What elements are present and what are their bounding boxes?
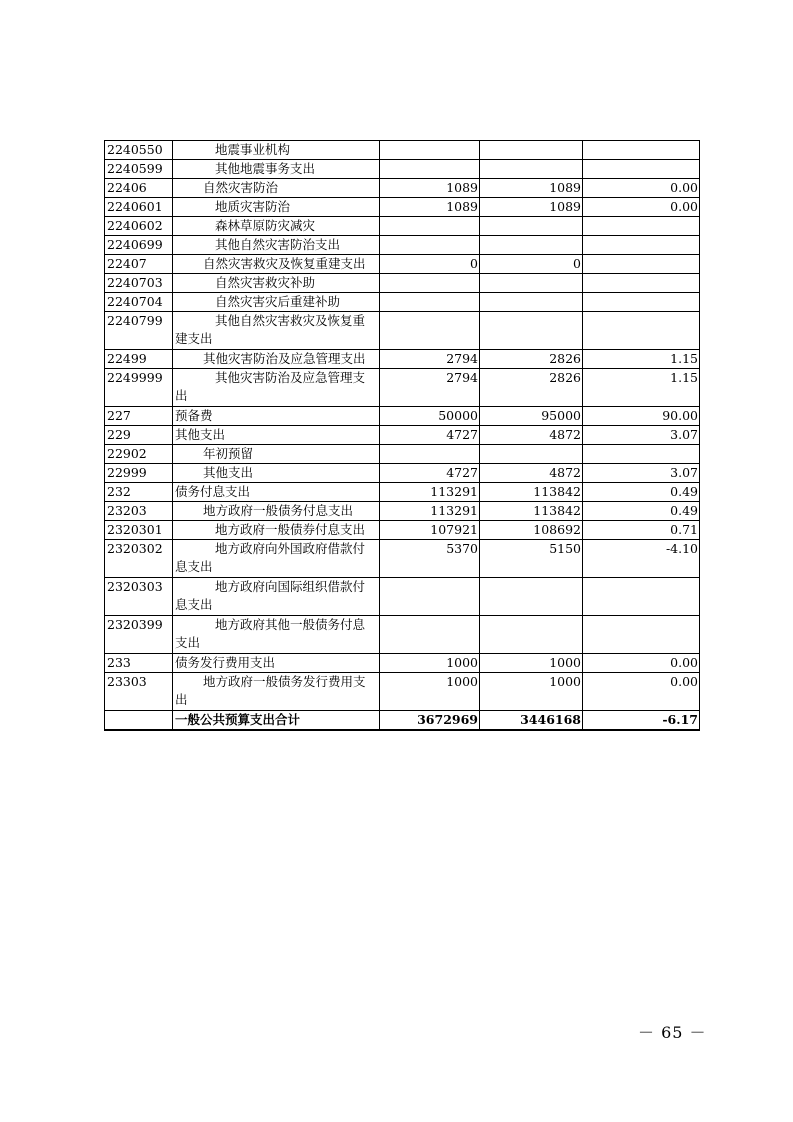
- table-row: [105, 217, 700, 236]
- row-value-3: 0.00: [583, 198, 700, 217]
- row-value-2: 2826: [480, 350, 583, 369]
- table-row: [105, 445, 700, 464]
- row-value-2: [480, 274, 583, 293]
- row-value-1: 4727: [380, 426, 480, 445]
- row-value-1: 1000: [380, 673, 480, 711]
- row-code: 2320301: [105, 521, 173, 540]
- row-value-2: [480, 312, 583, 350]
- row-value-2: [480, 578, 583, 616]
- row-name: 预备费: [173, 407, 380, 426]
- total-label: 一般公共预算支出合计: [173, 711, 380, 731]
- row-value-3: 0.00: [583, 654, 700, 673]
- table-row: [105, 673, 700, 711]
- row-name: 其他灾害防治及应急管理支出: [173, 369, 380, 407]
- table-row: [105, 274, 700, 293]
- row-name: 其他自然灾害防治支出: [173, 236, 380, 255]
- row-value-3: 1.15: [583, 369, 700, 407]
- row-value-3: [583, 578, 700, 616]
- row-value-3: [583, 217, 700, 236]
- table-row: [105, 236, 700, 255]
- row-value-1: 113291: [380, 483, 480, 502]
- row-code: 2240703: [105, 274, 173, 293]
- row-code: 2320303: [105, 578, 173, 616]
- row-value-2: [480, 236, 583, 255]
- row-value-3: [583, 312, 700, 350]
- row-value-2: 108692: [480, 521, 583, 540]
- row-value-2: 1089: [480, 198, 583, 217]
- row-code: 2320302: [105, 540, 173, 578]
- row-value-1: [380, 578, 480, 616]
- table-row: [105, 540, 700, 578]
- table-row: [105, 616, 700, 654]
- row-code: 2240699: [105, 236, 173, 255]
- row-code: 2240799: [105, 312, 173, 350]
- row-name: 地方政府一般债务付息支出: [173, 502, 380, 521]
- row-name: 其他地震事务支出: [173, 160, 380, 179]
- row-name: 债务付息支出: [173, 483, 380, 502]
- row-code: 23203: [105, 502, 173, 521]
- row-code: 229: [105, 426, 173, 445]
- row-code: 2240550: [105, 141, 173, 160]
- row-code: 22499: [105, 350, 173, 369]
- table-row: [105, 179, 700, 198]
- row-value-3: [583, 274, 700, 293]
- row-name: 地方政府一般债券付息支出: [173, 521, 380, 540]
- row-value-1: 50000: [380, 407, 480, 426]
- row-value-1: 1089: [380, 179, 480, 198]
- row-value-2: [480, 217, 583, 236]
- row-value-2: 0: [480, 255, 583, 274]
- row-name: 地震事业机构: [173, 141, 380, 160]
- row-value-3: 3.07: [583, 426, 700, 445]
- row-value-2: 95000: [480, 407, 583, 426]
- row-value-1: [380, 445, 480, 464]
- table-row: [105, 160, 700, 179]
- table-row: [105, 141, 700, 160]
- row-name: 自然灾害防治: [173, 179, 380, 198]
- row-code: 22407: [105, 255, 173, 274]
- row-value-2: 1000: [480, 654, 583, 673]
- row-value-2: 5150: [480, 540, 583, 578]
- table-row: [105, 483, 700, 502]
- row-name: 地方政府向外国政府借款付息支出: [173, 540, 380, 578]
- table-row: [105, 426, 700, 445]
- row-name: 自然灾害灾后重建补助: [173, 293, 380, 312]
- row-name: 自然灾害救灾及恢复重建支出: [173, 255, 380, 274]
- row-code: 227: [105, 407, 173, 426]
- row-code: 2320399: [105, 616, 173, 654]
- row-value-2: 1089: [480, 179, 583, 198]
- row-value-3: [583, 445, 700, 464]
- table-row: [105, 312, 700, 350]
- row-value-3: [583, 616, 700, 654]
- row-value-1: 2794: [380, 350, 480, 369]
- row-value-1: 0: [380, 255, 480, 274]
- row-value-1: 1089: [380, 198, 480, 217]
- page-number: － 65 －: [638, 1023, 707, 1042]
- row-code: 233: [105, 654, 173, 673]
- row-value-2: [480, 141, 583, 160]
- row-name: 其他灾害防治及应急管理支出: [173, 350, 380, 369]
- row-code: 2249999: [105, 369, 173, 407]
- row-code: 2240601: [105, 198, 173, 217]
- row-name: 地方政府其他一般债务付息支出: [173, 616, 380, 654]
- row-value-3: -4.10: [583, 540, 700, 578]
- row-value-1: [380, 236, 480, 255]
- row-name: 自然灾害救灾补助: [173, 274, 380, 293]
- row-value-1: [380, 293, 480, 312]
- total-code: [105, 711, 173, 731]
- row-code: 2240704: [105, 293, 173, 312]
- row-name: 其他支出: [173, 464, 380, 483]
- row-code: 2240599: [105, 160, 173, 179]
- row-code: 22406: [105, 179, 173, 198]
- row-value-1: [380, 312, 480, 350]
- table-row: [105, 369, 700, 407]
- row-value-1: 2794: [380, 369, 480, 407]
- table-row: [105, 198, 700, 217]
- row-value-3: 0.49: [583, 483, 700, 502]
- row-name: 森林草原防灾减灾: [173, 217, 380, 236]
- row-value-3: [583, 255, 700, 274]
- row-code: 232: [105, 483, 173, 502]
- row-value-2: [480, 445, 583, 464]
- table-row: [105, 464, 700, 483]
- row-name: 地质灾害防治: [173, 198, 380, 217]
- row-value-3: [583, 293, 700, 312]
- row-value-2: 2826: [480, 369, 583, 407]
- row-value-2: [480, 160, 583, 179]
- row-name: 年初预留: [173, 445, 380, 464]
- row-value-1: 113291: [380, 502, 480, 521]
- row-value-1: [380, 616, 480, 654]
- row-value-2: [480, 293, 583, 312]
- table-body: [105, 141, 700, 731]
- row-value-1: 1000: [380, 654, 480, 673]
- table-row: [105, 502, 700, 521]
- row-value-1: [380, 274, 480, 293]
- row-code: 22999: [105, 464, 173, 483]
- total-value-1: 3672969: [380, 711, 480, 731]
- row-name: 地方政府一般债务发行费用支出: [173, 673, 380, 711]
- row-value-3: 0.00: [583, 673, 700, 711]
- row-value-1: [380, 141, 480, 160]
- budget-expenditure-table: [104, 140, 700, 731]
- total-value-2: 3446168: [480, 711, 583, 731]
- table-row: [105, 255, 700, 274]
- row-value-1: [380, 160, 480, 179]
- table-row: [105, 654, 700, 673]
- row-value-3: 0.49: [583, 502, 700, 521]
- row-value-2: 4872: [480, 464, 583, 483]
- row-value-2: 4872: [480, 426, 583, 445]
- row-value-2: [480, 616, 583, 654]
- table-row: [105, 350, 700, 369]
- row-code: 23303: [105, 673, 173, 711]
- row-value-3: [583, 236, 700, 255]
- table-row: [105, 407, 700, 426]
- row-value-1: 5370: [380, 540, 480, 578]
- table-row: [105, 521, 700, 540]
- total-value-3: -6.17: [583, 711, 700, 731]
- row-value-1: 107921: [380, 521, 480, 540]
- row-name: 地方政府向国际组织借款付息支出: [173, 578, 380, 616]
- row-name: 债务发行费用支出: [173, 654, 380, 673]
- row-value-3: 3.07: [583, 464, 700, 483]
- row-code: 2240602: [105, 217, 173, 236]
- table-row: [105, 578, 700, 616]
- row-name: 其他自然灾害救灾及恢复重建支出: [173, 312, 380, 350]
- table-row: [105, 293, 700, 312]
- row-value-2: 113842: [480, 483, 583, 502]
- row-value-3: 90.00: [583, 407, 700, 426]
- row-value-3: 1.15: [583, 350, 700, 369]
- total-row: [105, 711, 700, 731]
- row-value-3: [583, 141, 700, 160]
- row-value-3: [583, 160, 700, 179]
- row-name: 其他支出: [173, 426, 380, 445]
- row-value-2: 1000: [480, 673, 583, 711]
- row-value-1: 4727: [380, 464, 480, 483]
- row-code: 22902: [105, 445, 173, 464]
- row-value-3: 0.71: [583, 521, 700, 540]
- row-value-1: [380, 217, 480, 236]
- row-value-3: 0.00: [583, 179, 700, 198]
- row-value-2: 113842: [480, 502, 583, 521]
